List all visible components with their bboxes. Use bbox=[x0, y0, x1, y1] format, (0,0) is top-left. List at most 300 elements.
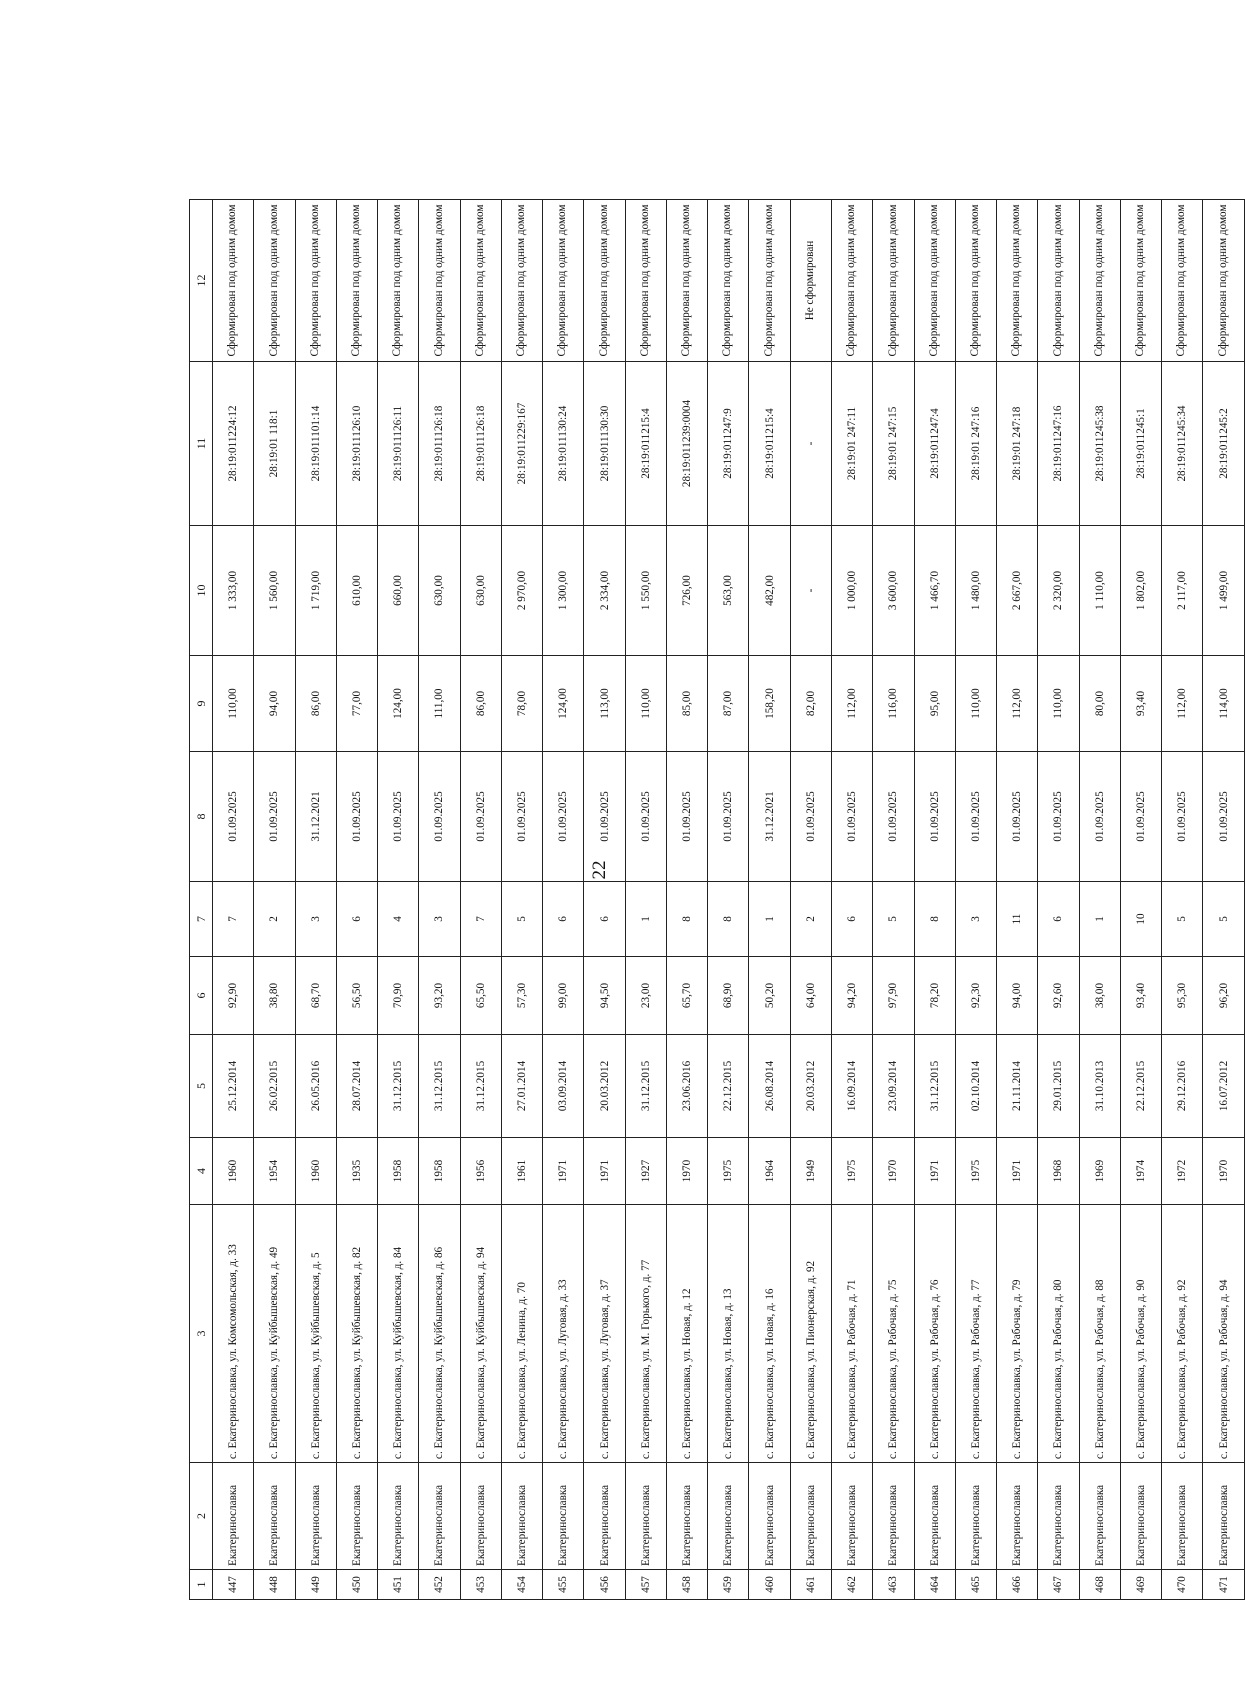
table-cell: 3 bbox=[955, 882, 996, 957]
table-cell: 468 bbox=[1079, 1570, 1120, 1600]
table-cell: 8 bbox=[914, 882, 955, 957]
table-cell: 28:19:011247:16 bbox=[1038, 362, 1079, 526]
table-cell: 78,20 bbox=[914, 957, 955, 1035]
table-cell: Екатеринославка bbox=[295, 1463, 336, 1570]
table-cell: с. Екатеринославка, ул. Рабочая, д. 71 bbox=[831, 1205, 872, 1463]
table-cell: 28:19:011126:10 bbox=[336, 362, 377, 526]
table-row bbox=[543, 200, 584, 1600]
table-cell: 124,00 bbox=[543, 656, 584, 752]
table-cell: 22.12.2015 bbox=[1120, 1035, 1161, 1138]
table-row bbox=[666, 200, 707, 1600]
table-cell: 456 bbox=[584, 1570, 625, 1600]
table-cell: 113,00 bbox=[584, 656, 625, 752]
table-cell: 56,50 bbox=[336, 957, 377, 1035]
table-cell: Екатеринославка bbox=[914, 1463, 955, 1570]
table-cell: 57,30 bbox=[501, 957, 542, 1035]
table-cell: 28:19:011215:4 bbox=[625, 362, 666, 526]
table-cell: 1958 bbox=[419, 1138, 460, 1205]
table-cell: 87,00 bbox=[708, 656, 749, 752]
table-cell: 482,00 bbox=[749, 526, 790, 656]
table-cell: 1958 bbox=[378, 1138, 419, 1205]
table-row bbox=[501, 200, 542, 1600]
table-cell: 28:19:011101:14 bbox=[295, 362, 336, 526]
table-cell: 92,90 bbox=[213, 957, 254, 1035]
table-cell: 23,00 bbox=[625, 957, 666, 1035]
table-cell: Екатеринославка bbox=[625, 1463, 666, 1570]
table-cell: 31.12.2021 bbox=[749, 752, 790, 882]
table-cell: Екатеринославка bbox=[666, 1463, 707, 1570]
table-cell: 31.12.2015 bbox=[460, 1035, 501, 1138]
table-cell: 1969 bbox=[1079, 1138, 1120, 1205]
table-cell: 31.12.2015 bbox=[625, 1035, 666, 1138]
table-cell: Сформирован под одним домом bbox=[1120, 200, 1161, 362]
table-cell: 01.09.2025 bbox=[1120, 752, 1161, 882]
table-cell: 1 466,70 bbox=[914, 526, 955, 656]
table-cell: Сформирован под одним домом bbox=[1079, 200, 1120, 362]
table-cell: 6 bbox=[543, 882, 584, 957]
table-cell: 1971 bbox=[543, 1138, 584, 1205]
table-cell: 1949 bbox=[790, 1138, 831, 1205]
table-row bbox=[336, 200, 377, 1600]
table-cell: 1972 bbox=[1162, 1138, 1203, 1205]
table-cell: 447 bbox=[213, 1570, 254, 1600]
table-cell: 5 bbox=[873, 882, 914, 957]
table-cell: 1 333,00 bbox=[213, 526, 254, 656]
table-cell: 80,00 bbox=[1079, 656, 1120, 752]
table-cell: 93,40 bbox=[1120, 656, 1161, 752]
table-cell: 01.09.2025 bbox=[419, 752, 460, 882]
table-cell: 65,50 bbox=[460, 957, 501, 1035]
table-cell: Сформирован под одним домом bbox=[501, 200, 542, 362]
table-cell: 7 bbox=[460, 882, 501, 957]
table-cell: 458 bbox=[666, 1570, 707, 1600]
table-cell: Сформирован под одним домом bbox=[708, 200, 749, 362]
table-cell: с. Екатеринославка, ул. Куйбышевская, д. 82 bbox=[336, 1205, 377, 1463]
table-row bbox=[955, 200, 996, 1600]
table-cell: 8 bbox=[708, 882, 749, 957]
table-cell: 68,70 bbox=[295, 957, 336, 1035]
table-cell: Екатеринославка bbox=[708, 1463, 749, 1570]
table-cell: 466 bbox=[997, 1570, 1038, 1600]
table-row bbox=[873, 200, 914, 1600]
table-cell: 28:19:011130:30 bbox=[584, 362, 625, 526]
column-number-header: 6 bbox=[190, 957, 213, 1035]
table-cell: 01.09.2025 bbox=[501, 752, 542, 882]
table-cell: 6 bbox=[831, 882, 872, 957]
table-row bbox=[749, 200, 790, 1600]
table-cell: с. Екатеринославка, ул. Рабочая, д. 90 bbox=[1120, 1205, 1161, 1463]
table-cell: с. Екатеринославка, ул. Пионерская, д. 92 bbox=[790, 1205, 831, 1463]
table-cell: с. Екатеринославка, ул. Новая, д. 12 bbox=[666, 1205, 707, 1463]
table-cell: 2 320,00 bbox=[1038, 526, 1079, 656]
table-cell: 1956 bbox=[460, 1138, 501, 1205]
table-row bbox=[584, 200, 625, 1600]
table-cell: 70,90 bbox=[378, 957, 419, 1035]
table-cell: 01.09.2025 bbox=[831, 752, 872, 882]
table-cell: 1954 bbox=[254, 1138, 295, 1205]
table-cell: 29.01.2015 bbox=[1038, 1035, 1079, 1138]
table-cell: с. Екатеринославка, ул. Рабочая, д. 92 bbox=[1162, 1205, 1203, 1463]
table-cell: 5 bbox=[1162, 882, 1203, 957]
table-cell: Сформирован под одним домом bbox=[914, 200, 955, 362]
table-cell: 10 bbox=[1120, 882, 1161, 957]
table-cell: 92,30 bbox=[955, 957, 996, 1035]
table-cell: с. Екатеринославка, ул. Луговая, д. 33 bbox=[543, 1205, 584, 1463]
column-number-header: 11 bbox=[190, 362, 213, 526]
table-cell: 110,00 bbox=[213, 656, 254, 752]
table-cell: 28:19:01 247:15 bbox=[873, 362, 914, 526]
table-row bbox=[831, 200, 872, 1600]
table-cell: 1960 bbox=[295, 1138, 336, 1205]
table-cell: 1 000,00 bbox=[831, 526, 872, 656]
table-cell: с. Екатеринославка, ул. Новая, д. 16 bbox=[749, 1205, 790, 1463]
table-cell: 01.09.2025 bbox=[914, 752, 955, 882]
table-cell: 01.09.2025 bbox=[790, 752, 831, 882]
column-number-header: 8 bbox=[190, 752, 213, 882]
table-cell: 28:19:011245:38 bbox=[1079, 362, 1120, 526]
table-cell: 471 bbox=[1203, 1570, 1245, 1600]
table-cell: 448 bbox=[254, 1570, 295, 1600]
table-cell: 93,40 bbox=[1120, 957, 1161, 1035]
table-cell: 01.09.2025 bbox=[1162, 752, 1203, 882]
table-cell: 1975 bbox=[955, 1138, 996, 1205]
table-cell: 31.12.2015 bbox=[378, 1035, 419, 1138]
table-row bbox=[213, 200, 254, 1600]
column-number-header: 5 bbox=[190, 1035, 213, 1138]
table-cell: 64,00 bbox=[790, 957, 831, 1035]
table-cell: 50,20 bbox=[749, 957, 790, 1035]
table-cell: Екатеринославка bbox=[997, 1463, 1038, 1570]
table-cell: 82,00 bbox=[790, 656, 831, 752]
table-cell: 1968 bbox=[1038, 1138, 1079, 1205]
table-cell: 450 bbox=[336, 1570, 377, 1600]
table-cell: 1 802,00 bbox=[1120, 526, 1161, 656]
table-cell: 1 bbox=[749, 882, 790, 957]
table-cell: 95,30 bbox=[1162, 957, 1203, 1035]
table-cell: 1 480,00 bbox=[955, 526, 996, 656]
table-cell: с. Екатеринославка, ул. Ленина, д. 70 bbox=[501, 1205, 542, 1463]
table-cell: 460 bbox=[749, 1570, 790, 1600]
table-cell: 20.03.2012 bbox=[584, 1035, 625, 1138]
table-cell: 28:19:011247:4 bbox=[914, 362, 955, 526]
table-cell: Сформирован под одним домом bbox=[419, 200, 460, 362]
table-cell: 01.09.2025 bbox=[213, 752, 254, 882]
table-cell: 3 600,00 bbox=[873, 526, 914, 656]
table-cell: 01.09.2025 bbox=[955, 752, 996, 882]
table-cell: 01.09.2025 bbox=[708, 752, 749, 882]
table-cell: 5 bbox=[501, 882, 542, 957]
table-cell: 6 bbox=[584, 882, 625, 957]
table-cell: 7 bbox=[213, 882, 254, 957]
rotated-table-container bbox=[189, 200, 1245, 1600]
table-cell: - bbox=[790, 362, 831, 526]
table-cell: 1970 bbox=[666, 1138, 707, 1205]
table-cell: 99,00 bbox=[543, 957, 584, 1035]
table-cell: Сформирован под одним домом bbox=[543, 200, 584, 362]
table-cell: 1970 bbox=[1203, 1138, 1245, 1205]
table-cell: с. Екатеринославка, ул. Рабочая, д. 88 bbox=[1079, 1205, 1120, 1463]
table-cell: 65,70 bbox=[666, 957, 707, 1035]
table-cell: Не сформирован bbox=[790, 200, 831, 362]
table-cell: 28:19:011245:34 bbox=[1162, 362, 1203, 526]
table-cell: Екатеринославка bbox=[1038, 1463, 1079, 1570]
table-cell: 01.09.2025 bbox=[666, 752, 707, 882]
table-cell: с. Екатеринославка, ул. Рабочая, д. 77 bbox=[955, 1205, 996, 1463]
column-number-header: 3 bbox=[190, 1205, 213, 1463]
table-cell: 28:19:01 247:11 bbox=[831, 362, 872, 526]
table-cell: 28:19:011126:18 bbox=[460, 362, 501, 526]
table-cell: с. Екатеринославка, ул. Куйбышевская, д. 84 bbox=[378, 1205, 419, 1463]
table-cell: 1971 bbox=[914, 1138, 955, 1205]
table-cell: 116,00 bbox=[873, 656, 914, 752]
table-cell: Екатеринославка bbox=[213, 1463, 254, 1570]
table-cell: 96,20 bbox=[1203, 957, 1245, 1035]
table-cell: 01.09.2025 bbox=[873, 752, 914, 882]
table-cell: 111,00 bbox=[419, 656, 460, 752]
table-cell: с. Екатеринославка, ул. Рабочая, д. 79 bbox=[997, 1205, 1038, 1463]
table-cell: 95,00 bbox=[914, 656, 955, 752]
column-number-header: 4 bbox=[190, 1138, 213, 1205]
table-cell: 3 bbox=[419, 882, 460, 957]
table-cell: 16.07.2012 bbox=[1203, 1035, 1245, 1138]
table-cell: 610,00 bbox=[336, 526, 377, 656]
table-cell: 449 bbox=[295, 1570, 336, 1600]
table-row bbox=[1079, 200, 1120, 1600]
table-cell: 94,50 bbox=[584, 957, 625, 1035]
column-number-header: 1 bbox=[190, 1570, 213, 1600]
table-cell: 630,00 bbox=[419, 526, 460, 656]
table-cell: Сформирован под одним домом bbox=[336, 200, 377, 362]
table-cell: 11 bbox=[997, 882, 1038, 957]
page-number: 22 bbox=[589, 860, 610, 880]
table-cell: 1 719,00 bbox=[295, 526, 336, 656]
column-number-header: 2 bbox=[190, 1463, 213, 1570]
table-cell: 630,00 bbox=[460, 526, 501, 656]
table-cell: 26.05.2016 bbox=[295, 1035, 336, 1138]
table-cell: Екатеринославка bbox=[378, 1463, 419, 1570]
table-cell: 660,00 bbox=[378, 526, 419, 656]
table-header bbox=[190, 200, 213, 1600]
table-cell: 28:19:01 118:1 bbox=[254, 362, 295, 526]
table-cell: Екатеринославка bbox=[584, 1463, 625, 1570]
table-cell: Екатеринославка bbox=[1079, 1463, 1120, 1570]
table-cell: 25.12.2014 bbox=[213, 1035, 254, 1138]
table-cell: 2 bbox=[790, 882, 831, 957]
table-cell: Сформирован под одним домом bbox=[378, 200, 419, 362]
table-cell: 94,00 bbox=[254, 656, 295, 752]
table-cell: 457 bbox=[625, 1570, 666, 1600]
table-cell: с. Екатеринославка, ул. Куйбышевская, д. 94 bbox=[460, 1205, 501, 1463]
table-cell: 451 bbox=[378, 1570, 419, 1600]
table-cell: Екатеринославка bbox=[1120, 1463, 1161, 1570]
table-cell: 1971 bbox=[997, 1138, 1038, 1205]
table-cell: 465 bbox=[955, 1570, 996, 1600]
table-cell: с. Екатеринославка, ул. Рабочая, д. 94 bbox=[1203, 1205, 1245, 1463]
table-row bbox=[997, 200, 1038, 1600]
table-cell: 01.09.2025 bbox=[378, 752, 419, 882]
table-cell: 110,00 bbox=[1038, 656, 1079, 752]
table-cell: 470 bbox=[1162, 1570, 1203, 1600]
table-cell: 455 bbox=[543, 1570, 584, 1600]
table-cell: 31.10.2013 bbox=[1079, 1035, 1120, 1138]
table-cell: 01.09.2025 bbox=[625, 752, 666, 882]
table-cell: 8 bbox=[666, 882, 707, 957]
table-cell: 463 bbox=[873, 1570, 914, 1600]
table-cell: Екатеринославка bbox=[460, 1463, 501, 1570]
table-cell: 86,00 bbox=[295, 656, 336, 752]
table-cell: 453 bbox=[460, 1570, 501, 1600]
table-row bbox=[254, 200, 295, 1600]
table-cell: 452 bbox=[419, 1570, 460, 1600]
table-row bbox=[378, 200, 419, 1600]
table-row bbox=[914, 200, 955, 1600]
table-cell: с. Екатеринославка, ул. Рабочая, д. 75 bbox=[873, 1205, 914, 1463]
table-cell: 28:19:011215:4 bbox=[749, 362, 790, 526]
table-cell: с. Екатеринославка, ул. Куйбышевская, д. 5 bbox=[295, 1205, 336, 1463]
table-cell: Сформирован под одним домом bbox=[213, 200, 254, 362]
table-cell: 1935 bbox=[336, 1138, 377, 1205]
table-row bbox=[460, 200, 501, 1600]
table-cell: с. Екатеринославка, ул. М. Горького, д. 77 bbox=[625, 1205, 666, 1463]
table-cell: 78,00 bbox=[501, 656, 542, 752]
table-cell: 29.12.2016 bbox=[1162, 1035, 1203, 1138]
table-cell: Екатеринославка bbox=[254, 1463, 295, 1570]
column-number-header: 9 bbox=[190, 656, 213, 752]
table-row bbox=[1162, 200, 1203, 1600]
table-cell: 97,90 bbox=[873, 957, 914, 1035]
table-cell: 1 560,00 bbox=[254, 526, 295, 656]
table-cell: Екатеринославка bbox=[790, 1463, 831, 1570]
table-cell: 1971 bbox=[584, 1138, 625, 1205]
table-cell: 85,00 bbox=[666, 656, 707, 752]
table-cell: 27.01.2014 bbox=[501, 1035, 542, 1138]
table-cell: 92,60 bbox=[1038, 957, 1079, 1035]
column-number-header: 7 bbox=[190, 882, 213, 957]
table-cell: с. Екатеринославка, ул. Луговая, д. 37 bbox=[584, 1205, 625, 1463]
table-cell: Сформирован под одним домом bbox=[1203, 200, 1245, 362]
table-cell: с. Екатеринославка, ул. Куйбышевская, д. 86 bbox=[419, 1205, 460, 1463]
table-cell: 94,00 bbox=[997, 957, 1038, 1035]
table-row bbox=[708, 200, 749, 1600]
table-cell: 3 bbox=[295, 882, 336, 957]
table-cell: Сформирован под одним домом bbox=[254, 200, 295, 362]
table-cell: 5 bbox=[1203, 882, 1245, 957]
table-cell: 124,00 bbox=[378, 656, 419, 752]
table-cell: Сформирован под одним домом bbox=[295, 200, 336, 362]
table-cell: с. Екатеринославка, ул. Новая, д. 13 bbox=[708, 1205, 749, 1463]
table-cell: с. Екатеринославка, ул. Рабочая, д. 76 bbox=[914, 1205, 955, 1463]
table-cell: 28:19:011239:0004 bbox=[666, 362, 707, 526]
table-cell: 469 bbox=[1120, 1570, 1161, 1600]
table-cell: с. Екатеринославка, ул. Комсомольская, д. 33 bbox=[213, 1205, 254, 1463]
table-cell: Сформирован под одним домом bbox=[997, 200, 1038, 362]
table-cell: 23.09.2014 bbox=[873, 1035, 914, 1138]
table-cell: 467 bbox=[1038, 1570, 1079, 1600]
table-cell: 01.09.2025 bbox=[460, 752, 501, 882]
table-cell: Сформирован под одним домом bbox=[831, 200, 872, 362]
table-cell: 1 300,00 bbox=[543, 526, 584, 656]
table-cell: 112,00 bbox=[997, 656, 1038, 752]
table-row bbox=[1038, 200, 1079, 1600]
column-number-header: 10 bbox=[190, 526, 213, 656]
table-cell: Сформирован под одним домом bbox=[666, 200, 707, 362]
table-cell: 77,00 bbox=[336, 656, 377, 752]
table-cell: - bbox=[790, 526, 831, 656]
table-row bbox=[419, 200, 460, 1600]
column-number-row bbox=[190, 200, 213, 1600]
table-cell: 2 334,00 bbox=[584, 526, 625, 656]
table-cell: 1970 bbox=[873, 1138, 914, 1205]
table-row bbox=[625, 200, 666, 1600]
table-cell: 28:19:01 247:18 bbox=[997, 362, 1038, 526]
table-cell: 1964 bbox=[749, 1138, 790, 1205]
table-cell: 16.09.2014 bbox=[831, 1035, 872, 1138]
table-cell: 1975 bbox=[708, 1138, 749, 1205]
table-cell: Екатеринославка bbox=[831, 1463, 872, 1570]
table-cell: 114,00 bbox=[1203, 656, 1245, 752]
table-cell: 1 550,00 bbox=[625, 526, 666, 656]
table-cell: 23.06.2016 bbox=[666, 1035, 707, 1138]
table-cell: 28:19:011224:12 bbox=[213, 362, 254, 526]
table-cell: 68,90 bbox=[708, 957, 749, 1035]
table-cell: 31.12.2021 bbox=[295, 752, 336, 882]
table-cell: 02.10.2014 bbox=[955, 1035, 996, 1138]
table-cell: 31.12.2015 bbox=[914, 1035, 955, 1138]
table-cell: 28:19:011245:1 bbox=[1120, 362, 1161, 526]
table-cell: 01.09.2025 bbox=[997, 752, 1038, 882]
table-cell: 01.09.2025 bbox=[254, 752, 295, 882]
table-cell: 454 bbox=[501, 1570, 542, 1600]
table-cell: 2 970,00 bbox=[501, 526, 542, 656]
table-cell: 94,20 bbox=[831, 957, 872, 1035]
table-cell: 1 499,00 bbox=[1203, 526, 1245, 656]
table-cell: 26.02.2015 bbox=[254, 1035, 295, 1138]
table-cell: 31.12.2015 bbox=[419, 1035, 460, 1138]
table-cell: Екатеринославка bbox=[749, 1463, 790, 1570]
table-cell: Екатеринославка bbox=[336, 1463, 377, 1570]
table-row bbox=[1203, 200, 1245, 1600]
table-cell: с. Екатеринославка, ул. Куйбышевская, д. 49 bbox=[254, 1205, 295, 1463]
table-cell: Екатеринославка bbox=[1162, 1463, 1203, 1570]
table-cell: 563,00 bbox=[708, 526, 749, 656]
table-cell: 22.12.2015 bbox=[708, 1035, 749, 1138]
table-cell: 01.09.2025 bbox=[584, 752, 625, 882]
table-cell: 01.09.2025 bbox=[543, 752, 584, 882]
table-cell: 462 bbox=[831, 1570, 872, 1600]
table-cell: 2 667,00 bbox=[997, 526, 1038, 656]
table-cell: 158,20 bbox=[749, 656, 790, 752]
table-cell: 01.09.2025 bbox=[336, 752, 377, 882]
table-cell: 2 bbox=[254, 882, 295, 957]
table-cell: 38,80 bbox=[254, 957, 295, 1035]
table-cell: 28:19:011245:2 bbox=[1203, 362, 1245, 526]
table-row bbox=[790, 200, 831, 1600]
table-cell: 110,00 bbox=[625, 656, 666, 752]
table-cell: Екатеринославка bbox=[873, 1463, 914, 1570]
table-cell: 6 bbox=[1038, 882, 1079, 957]
table-cell: 28:19:011126:11 bbox=[378, 362, 419, 526]
table-cell: 1960 bbox=[213, 1138, 254, 1205]
table-cell: 112,00 bbox=[831, 656, 872, 752]
table-cell: 112,00 bbox=[1162, 656, 1203, 752]
column-number-header: 12 bbox=[190, 200, 213, 362]
table-cell: 726,00 bbox=[666, 526, 707, 656]
table-row bbox=[295, 200, 336, 1600]
table-cell: 28.07.2014 bbox=[336, 1035, 377, 1138]
table-cell: Сформирован под одним домом bbox=[955, 200, 996, 362]
table-cell: 01.09.2025 bbox=[1079, 752, 1120, 882]
table-cell: Сформирован под одним домом bbox=[1162, 200, 1203, 362]
